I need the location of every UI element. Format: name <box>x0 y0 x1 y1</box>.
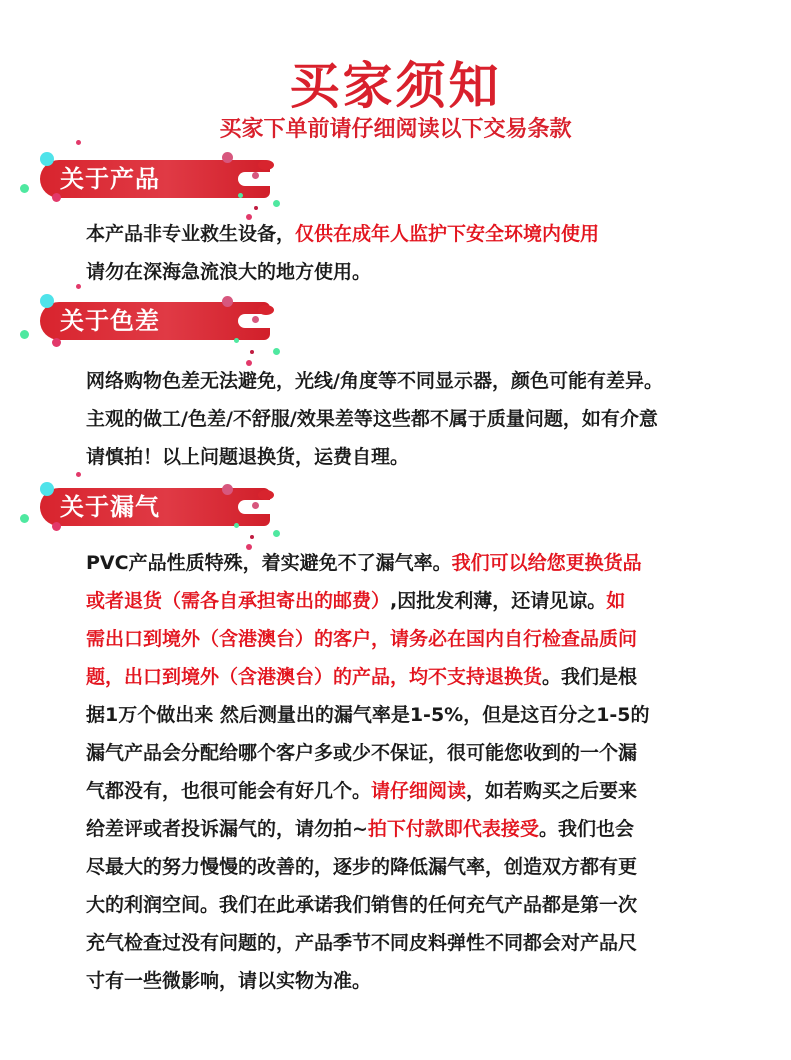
text-span: 漏气产品会分配给哪个客户多或少不保证，很可能您收到的一个漏 <box>86 742 638 764</box>
text-line <box>86 886 746 924</box>
text-span: 寸有一些微影响，请以实物为准。 <box>86 970 372 992</box>
text-line <box>86 658 746 696</box>
text-span: 。我们是根 <box>542 666 638 688</box>
decor-dot-icon <box>258 160 274 170</box>
text-line <box>86 215 726 253</box>
decor-dot-icon <box>252 172 259 179</box>
text-span: ，如若购买之后要来 <box>466 780 638 802</box>
decor-dot-icon <box>222 296 233 307</box>
decor-dot-icon <box>234 338 239 343</box>
text-span: 请勿在深海急流浪大的地方使用。 <box>86 261 372 283</box>
text-line <box>86 582 746 620</box>
highlight-text: 题，出口到境外（含港澳台）的产品，均不支持退换货 <box>86 666 543 688</box>
section-body-product <box>86 215 726 291</box>
text-span: 给差评或者投诉漏气的，请勿拍~ <box>86 818 368 840</box>
decor-dot-icon <box>76 284 81 289</box>
section-banner-product <box>40 160 270 202</box>
section-body-color <box>86 362 766 476</box>
text-span: 大的利润空间。我们在此承诺我们销售的任何充气产品都是第一次 <box>86 894 638 916</box>
decor-dot-icon <box>222 152 233 163</box>
text-span: 充气检查过没有问题的，产品季节不同皮料弹性不同都会对产品尺 <box>86 932 638 954</box>
decor-dot-icon <box>52 193 61 202</box>
text-line: 请慎拍！以上问题退换货，运费自理。 <box>86 446 410 468</box>
decor-dot-icon <box>254 206 258 210</box>
decor-dot-icon <box>273 530 280 537</box>
decor-dot-icon <box>20 514 29 523</box>
decor-dot-icon <box>40 294 54 308</box>
section-heading: 关于色差 <box>60 307 160 335</box>
text-line <box>86 253 726 291</box>
page-title: 买家须知 <box>289 57 502 115</box>
decor-dot-icon <box>273 348 280 355</box>
page-subtitle: 买家下单前请仔细阅读以下交易条款 <box>219 117 572 142</box>
decor-dot-icon <box>273 200 280 207</box>
text-line <box>86 810 746 848</box>
decor-dot-icon <box>234 523 239 528</box>
decor-dot-icon <box>40 152 54 166</box>
highlight-text: 请仔细阅读 <box>371 780 467 802</box>
text-span: 。我们也会 <box>538 818 634 840</box>
text-line <box>86 734 746 772</box>
highlight-text: 我们可以给您更换货品 <box>451 552 642 574</box>
highlight-text: 如 <box>606 590 626 612</box>
decor-dot-icon <box>20 184 29 193</box>
decor-dot-icon <box>252 316 259 323</box>
text-line <box>86 848 746 886</box>
text-line: 主观的做工/色差/不舒服/效果差等这些都不属于质量问题，如有介意 <box>86 408 658 430</box>
decor-dot-icon <box>76 140 81 145</box>
text-line: 网络购物色差无法避免，光线/角度等不同显示器，颜色可能有差异。 <box>86 370 663 392</box>
decor-dot-icon <box>52 338 61 347</box>
decor-dot-icon <box>252 502 259 509</box>
text-line <box>86 620 746 658</box>
decor-dot-icon <box>40 482 54 496</box>
text-line <box>86 544 746 582</box>
text-line <box>86 924 746 962</box>
section-heading: 关于产品 <box>60 165 160 193</box>
decor-dot-icon <box>20 330 29 339</box>
text-span: 本产品非专业救生设备， <box>86 223 296 245</box>
section-heading: 关于漏气 <box>60 493 160 521</box>
text-span: PVC产品性质特殊，着实避免不了漏气率。 <box>86 552 452 574</box>
text-span: 尽最大的努力慢慢的改善的，逐步的降低漏气率，创造双方都有更 <box>86 856 638 878</box>
decor-dot-icon <box>52 522 61 531</box>
text-span: ,因批发利薄，还请见谅。 <box>390 590 607 612</box>
highlight-text: 需出口到境外（含港澳台）的客户，请务必在国内自行检查品质问 <box>86 628 638 650</box>
text-span: 据1万个做出来 然后测量出的漏气率是1-5%，但是这百分之1-5的 <box>86 704 650 726</box>
highlight-text: 仅供在成年人监护下安全环境内使用 <box>295 223 600 245</box>
text-line <box>86 962 746 1000</box>
text-span: 气都没有，也很可能会有好几个。 <box>86 780 372 802</box>
highlight-text: 拍下付款即代表接受 <box>367 818 539 840</box>
decor-dot-icon <box>250 350 254 354</box>
decor-dot-icon <box>238 193 243 198</box>
section-body-leak <box>86 544 746 1000</box>
decor-dot-icon <box>250 535 254 539</box>
text-line <box>86 772 746 810</box>
decor-dot-icon <box>258 490 274 500</box>
decor-dot-icon <box>222 484 233 495</box>
decor-dot-icon <box>76 472 81 477</box>
decor-dot-icon <box>258 305 274 315</box>
text-line <box>86 696 746 734</box>
highlight-text: 或者退货（需各自承担寄出的邮费） <box>86 590 391 612</box>
